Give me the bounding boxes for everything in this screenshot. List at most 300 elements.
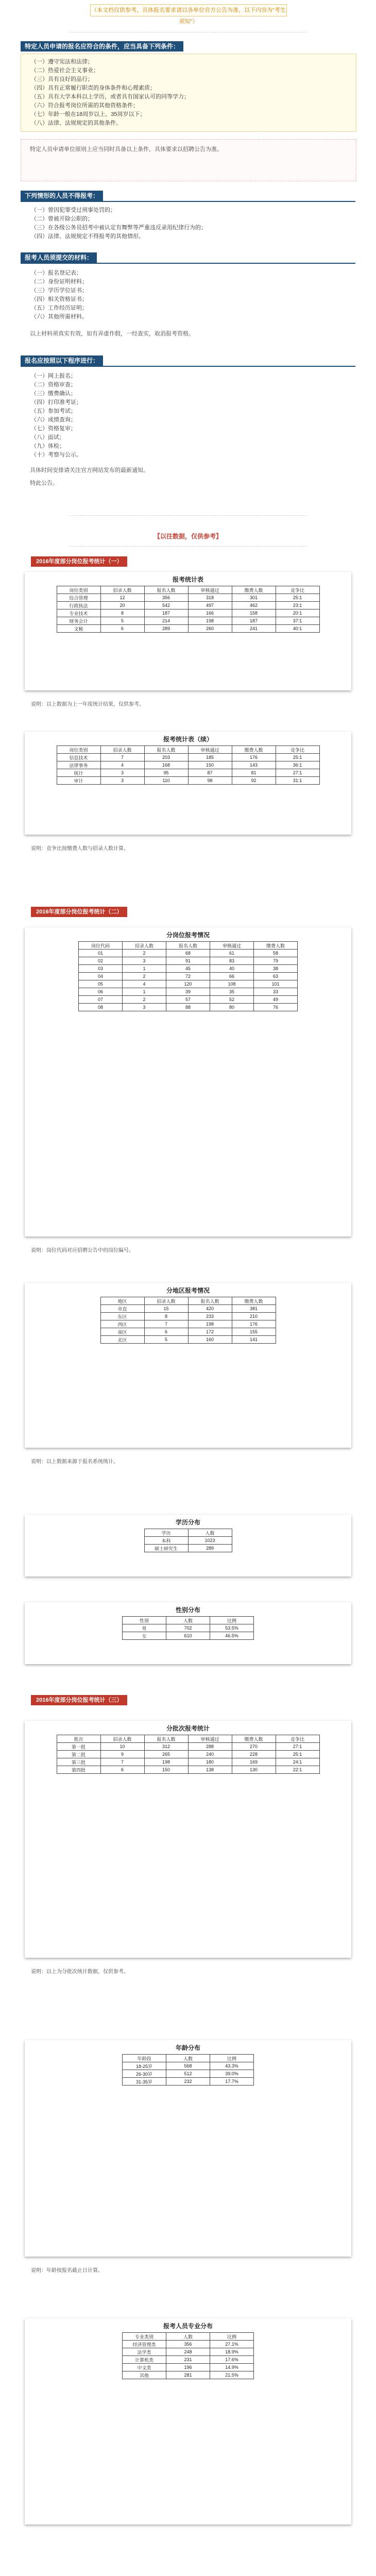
table-cell: 20	[100, 602, 144, 609]
table-row	[100, 1305, 276, 1313]
table-cell: 110	[144, 777, 188, 785]
table-cell: 北区	[100, 1336, 144, 1344]
table-cell: 西区	[100, 1320, 144, 1328]
table-row	[123, 2341, 254, 2348]
table-cell: 196	[166, 2364, 210, 2371]
table-cell: 281	[166, 2371, 210, 2379]
table-cell: 160	[188, 1336, 232, 1344]
section3-title: 报考人员须提交的材料：	[21, 252, 97, 263]
table4-frame	[25, 1283, 351, 1448]
table-cell: 98	[188, 777, 232, 785]
table-header-row	[123, 2055, 254, 2062]
table-cell: 专业技术	[57, 609, 100, 617]
table-cell: 南区	[100, 1328, 144, 1336]
table7-frame	[25, 1721, 351, 1958]
table-cell: 行政执法	[57, 602, 100, 609]
list-item: （二）热爱社会主义事业；	[31, 67, 99, 74]
table2-frame	[25, 732, 351, 835]
table-header-cell: 招录人数	[100, 1735, 144, 1743]
table-cell: 17.7%	[210, 2078, 254, 2086]
table1	[57, 586, 320, 633]
table-row	[79, 996, 298, 1004]
table-cell: 市直	[100, 1305, 144, 1313]
section4-end: 特此公告。	[30, 480, 58, 486]
table-cell: 文秘	[57, 625, 100, 633]
list-item: （三）学历学位证书；	[31, 287, 88, 294]
table-header-cell: 专业类别	[123, 2333, 166, 2341]
table-cell: 24:1	[276, 1758, 319, 1766]
table-header-cell: 比例	[210, 2333, 254, 2341]
table-cell: 49	[254, 996, 298, 1004]
table-cell: 经济管理类	[123, 2341, 166, 2348]
table-cell: 其他	[123, 2371, 166, 2379]
table-cell: 187	[144, 609, 188, 617]
table-cell: 东区	[100, 1313, 144, 1320]
list-item: （三）具有良好的品行；	[31, 76, 93, 82]
table-cell: 3	[100, 769, 144, 777]
table-cell: 33	[254, 988, 298, 996]
section4-title: 报名应按照以下程序进行：	[21, 355, 103, 366]
table-cell: 04	[79, 973, 123, 980]
table-row	[100, 1328, 276, 1336]
table-cell: 542	[144, 602, 188, 609]
table-row	[123, 2356, 254, 2364]
table8	[122, 2054, 254, 2086]
list-item: （五）工作经历证明；	[31, 305, 88, 311]
table-header-cell: 招录人数	[123, 942, 166, 950]
top-notice: （本文档仅供参考，具体报名要求请以各单位官方公告为准，以下内容为“考生须知”）	[90, 4, 287, 16]
table2	[57, 745, 320, 785]
table-row	[144, 1537, 232, 1545]
list-item: （十）考察与公示。	[31, 452, 82, 458]
table-header-row	[144, 1529, 232, 1537]
table-cell: 610	[166, 1632, 210, 1640]
table9-frame	[25, 2318, 351, 2524]
divider	[70, 515, 306, 516]
table-header-cell: 比例	[210, 2055, 254, 2062]
table-cell: 231	[166, 2356, 210, 2364]
list-item: （四）相关资格证书；	[31, 296, 88, 302]
tag3: 2016年度部分岗位报考统计（三）	[31, 1695, 127, 1705]
table7	[57, 1735, 320, 1774]
table-cell: 88	[166, 1004, 210, 1011]
table-cell: 270	[232, 1743, 276, 1751]
table-cell: 265	[144, 1751, 188, 1758]
table-row	[57, 761, 319, 769]
list-item: （二）资格审查；	[31, 382, 76, 388]
table-header-cell: 缴费人数	[232, 586, 276, 594]
table-row	[79, 1004, 298, 1011]
table-header-cell: 竞争比	[276, 586, 319, 594]
table-cell: 203	[144, 754, 188, 761]
table-cell: 27.1%	[210, 2341, 254, 2348]
table-cell: 31-35岁	[123, 2078, 166, 2086]
table-cell: 150	[144, 1766, 188, 1774]
note3: 说明：岗位代码对应招聘公告中的岗位编号。	[31, 1248, 134, 1253]
table-cell: 108	[210, 980, 254, 988]
table-cell: 硕士研究生	[144, 1545, 188, 1552]
table-cell: 8	[144, 1313, 188, 1320]
table-cell: 120	[166, 980, 210, 988]
table-cell: 08	[79, 1004, 123, 1011]
table-cell: 180	[188, 1758, 232, 1766]
table-cell: 统计	[57, 769, 100, 777]
table-cell: 05	[79, 980, 123, 988]
table-cell: 计算机类	[123, 2356, 166, 2364]
list-item: （七）年龄一般在18周岁以上、35周岁以下；	[31, 111, 146, 117]
table-cell: 25:1	[276, 754, 319, 761]
table-header-cell: 审核通过	[188, 1735, 232, 1743]
list-item: （一）曾因犯罪受过刑事处罚的；	[31, 207, 116, 213]
table-cell: 27:1	[276, 769, 319, 777]
table-cell: 150	[188, 761, 232, 769]
table-row	[79, 980, 298, 988]
list-item: （九）体检；	[31, 443, 65, 449]
table-cell: 176	[232, 1320, 276, 1328]
table-cell: 3	[123, 957, 166, 965]
table-cell: 39.0%	[210, 2070, 254, 2078]
table-cell: 568	[166, 2062, 210, 2070]
section1-list	[31, 58, 350, 128]
table-cell: 83	[210, 957, 254, 965]
table-header-cell: 竞争比	[276, 1735, 319, 1743]
section2-list	[31, 206, 350, 241]
table-cell: 187	[232, 617, 276, 625]
table-header-cell: 人数	[166, 2333, 210, 2341]
table-cell: 21.5%	[210, 2371, 254, 2379]
table3-title: 分岗位报考情况	[166, 931, 210, 939]
table-cell: 214	[144, 617, 188, 625]
table-cell: 第四批	[57, 1766, 100, 1774]
table-cell: 141	[232, 1336, 276, 1344]
list-item: （一）遵守宪法和法律；	[31, 59, 93, 65]
table-header-cell: 审核通过	[210, 942, 254, 950]
table4-title: 分地区报考情况	[166, 1287, 210, 1294]
section3-list	[31, 269, 350, 321]
table-cell: 497	[188, 602, 232, 609]
table-cell: 第一批	[57, 1743, 100, 1751]
table-row	[57, 594, 319, 602]
table-header-row	[57, 586, 319, 594]
table-cell: 101	[254, 980, 298, 988]
table-cell: 80	[210, 1004, 254, 1011]
table-cell: 第三批	[57, 1758, 100, 1766]
table-cell: 381	[232, 1305, 276, 1313]
table-cell: 7	[100, 1758, 144, 1766]
table-cell: 301	[232, 594, 276, 602]
table-cell: 76	[254, 1004, 298, 1011]
data-heading: 【以往数据，仅供参考】	[153, 533, 222, 540]
table-row	[123, 1632, 254, 1640]
table-cell: 155	[232, 1328, 276, 1336]
table-header-cell: 人数	[166, 1617, 210, 1624]
table-cell: 318	[188, 594, 232, 602]
table-header-cell: 报名人数	[144, 586, 188, 594]
table-header-cell: 地区	[100, 1297, 144, 1305]
table-cell: 91	[166, 957, 210, 965]
table7-title: 分批次报考统计	[166, 1725, 210, 1732]
table-cell: 20:1	[276, 609, 319, 617]
table-header-cell: 招录人数	[100, 586, 144, 594]
table-cell: 233	[188, 1313, 232, 1320]
table-row	[123, 2078, 254, 2086]
table-cell: 14.9%	[210, 2364, 254, 2371]
table-header-cell: 审核通过	[188, 586, 232, 594]
table6	[122, 1616, 254, 1640]
table-cell: 01	[79, 950, 123, 957]
table-header-cell: 报名人数	[188, 1297, 232, 1305]
table-cell: 312	[144, 1743, 188, 1751]
table-cell: 66	[210, 973, 254, 980]
table-cell: 财务会计	[57, 617, 100, 625]
table-row	[123, 2371, 254, 2379]
table-cell: 5	[144, 1336, 188, 1344]
table-cell: 17.6%	[210, 2356, 254, 2364]
table-cell: 232	[166, 2078, 210, 2086]
note1: 说明：以上数据为上一年度统计结果，仅供参考。	[31, 702, 144, 707]
table-cell: 女	[123, 1632, 166, 1640]
table1-frame	[25, 572, 351, 690]
table-cell: 38	[254, 965, 298, 973]
table-cell: 信息技术	[57, 754, 100, 761]
table-cell: 第二批	[57, 1751, 100, 1758]
list-item: （一）报名登记表；	[31, 270, 82, 276]
table-cell: 241	[232, 625, 276, 633]
table-cell: 综合管理	[57, 594, 100, 602]
note7: 说明：以上为分批次统计数据，仅供参考。	[31, 1969, 129, 1975]
table8-title: 年龄分布	[175, 2044, 200, 2052]
table-row	[79, 957, 298, 965]
table-cell: 79	[254, 957, 298, 965]
table-header-row	[123, 1617, 254, 1624]
table-cell: 25:1	[276, 1751, 319, 1758]
table-cell: 228	[232, 1751, 276, 1758]
table-cell: 1	[123, 965, 166, 973]
table-cell: 03	[79, 965, 123, 973]
table-cell: 12	[100, 594, 144, 602]
table-cell: 198	[188, 1320, 232, 1328]
table-cell: 39	[166, 988, 210, 996]
table-row	[123, 1624, 254, 1632]
section4-list	[31, 372, 350, 460]
table-cell: 6	[100, 625, 144, 633]
table-cell: 18.9%	[210, 2348, 254, 2356]
table-row	[123, 2062, 254, 2070]
table2-title: 报考统计表（续）	[163, 736, 213, 743]
table-cell: 4	[100, 761, 144, 769]
table-header-row	[57, 1735, 319, 1743]
list-item: （八）面试；	[31, 434, 65, 440]
table-header-cell: 岗位类别	[57, 586, 100, 594]
table-cell: 40:1	[276, 625, 319, 633]
list-item: （一）网上报名；	[31, 373, 76, 379]
table-cell: 172	[188, 1328, 232, 1336]
table-cell: 289	[188, 1545, 232, 1552]
table-cell: 702	[166, 1624, 210, 1632]
table-row	[57, 609, 319, 617]
table-cell: 5	[100, 617, 144, 625]
table-cell: 185	[188, 754, 232, 761]
table-row	[100, 1320, 276, 1328]
table-row	[57, 1743, 319, 1751]
table8-frame	[25, 2040, 351, 2257]
table-cell: 9	[100, 1751, 144, 1758]
table-header-row	[57, 746, 319, 754]
list-item: （三）缴费确认；	[31, 391, 76, 397]
table-header-row	[100, 1297, 276, 1305]
table-row	[100, 1313, 276, 1320]
table5-frame	[25, 1515, 351, 1577]
note2: 说明：竞争比按缴费人数与招录人数计算。	[31, 846, 129, 852]
table-header-cell: 招录人数	[100, 746, 144, 754]
table-header-cell: 年龄段	[123, 2055, 166, 2062]
table-header-cell: 报名人数	[144, 746, 188, 754]
table-header-cell: 人数	[188, 1529, 232, 1537]
section1-title: 特定人员申请的报名应符合的条件，应当具备下列条件：	[21, 41, 183, 52]
table-header-cell: 缴费人数	[232, 1735, 276, 1743]
table-row	[79, 965, 298, 973]
table-cell: 1023	[188, 1537, 232, 1545]
table-cell: 58	[254, 950, 298, 957]
table-cell: 3	[123, 1004, 166, 1011]
table-row	[79, 973, 298, 980]
tag2: 2016年度部分岗位报考统计（二）	[31, 907, 127, 917]
table-cell: 22:1	[276, 1766, 319, 1774]
table-cell: 37:1	[276, 617, 319, 625]
table-cell: 288	[188, 1743, 232, 1751]
table3-frame	[25, 927, 351, 1236]
table-cell: 07	[79, 996, 123, 1004]
list-item: （五）具有大学本科以上学历，或者具有国家认可的同等学力；	[31, 94, 190, 100]
table3	[78, 941, 298, 1011]
divider	[70, 546, 306, 547]
table-cell: 158	[232, 609, 276, 617]
table-cell: 68	[166, 950, 210, 957]
table4	[100, 1297, 276, 1344]
table-cell: 512	[166, 2070, 210, 2078]
table-cell: 2	[123, 996, 166, 1004]
table-cell: 81	[232, 769, 276, 777]
table-cell: 92	[232, 777, 276, 785]
table-header-cell: 性别	[123, 1617, 166, 1624]
list-item: （四）法律、法规规定不得报考的其他情形。	[31, 233, 144, 240]
table-cell: 52	[210, 996, 254, 1004]
section2-bar	[21, 201, 355, 202]
table-cell: 143	[232, 761, 276, 769]
table-row	[57, 1751, 319, 1758]
note8: 说明：年龄按报名截止日计算。	[31, 2268, 103, 2274]
table-cell: 4	[123, 980, 166, 988]
table-cell: 18-25岁	[123, 2062, 166, 2070]
table-cell: 130	[232, 1766, 276, 1774]
table-row	[79, 988, 298, 996]
table-cell: 法学类	[123, 2348, 166, 2356]
table-header-cell: 比例	[210, 1617, 254, 1624]
section3-para: 以上材料须真实有效，如有弄虚作假，一经查实，取消报考资格。	[30, 331, 194, 337]
table-cell: 169	[232, 1758, 276, 1766]
list-item: （二）身份证明材料；	[31, 279, 88, 285]
table-header-row	[123, 2333, 254, 2341]
table-cell: 2	[123, 973, 166, 980]
table-cell: 法律事务	[57, 761, 100, 769]
section1-para: 特定人员申请单位原则上应当同时具备以上条件，具体要求以招聘公告为准。	[30, 146, 223, 152]
table-cell: 87	[188, 769, 232, 777]
table-cell: 审计	[57, 777, 100, 785]
table-cell: 63	[254, 973, 298, 980]
list-item: （六）其他所需材料。	[31, 314, 88, 320]
table-cell: 72	[166, 973, 210, 980]
list-item: （八）法律、法规规定的其他条件。	[31, 120, 122, 126]
table-header-cell: 缴费人数	[232, 746, 276, 754]
table-cell: 02	[79, 957, 123, 965]
table-row	[57, 769, 319, 777]
table-cell: 中文类	[123, 2364, 166, 2371]
table-header-row	[79, 942, 298, 950]
table6-frame	[25, 1602, 351, 1664]
table-cell: 35	[210, 988, 254, 996]
table-cell: 2	[123, 950, 166, 957]
table-row	[123, 2070, 254, 2078]
table-row	[144, 1545, 232, 1552]
table-cell: 356	[144, 594, 188, 602]
table9-title: 报考人员专业分布	[163, 2323, 213, 2330]
table-cell: 53.5%	[210, 1624, 254, 1632]
table-cell: 1	[123, 988, 166, 996]
note4: 说明：以上数据来源于报名系统统计。	[31, 1459, 118, 1465]
table-cell: 23:1	[276, 602, 319, 609]
table-cell: 57	[166, 996, 210, 1004]
table-header-cell: 竞争比	[276, 746, 319, 754]
table-row	[57, 625, 319, 633]
table-header-cell: 缴费人数	[254, 942, 298, 950]
table-cell: 198	[144, 1758, 188, 1766]
table-cell: 7	[100, 754, 144, 761]
table-cell: 176	[232, 754, 276, 761]
table-header-cell: 学历	[144, 1529, 188, 1537]
list-item: （六）符合报考岗位所需的其他资格条件；	[31, 103, 139, 109]
table-cell: 248	[166, 2348, 210, 2356]
table-cell: 46.5%	[210, 1632, 254, 1640]
table-header-cell: 报名人数	[166, 942, 210, 950]
table-row	[57, 777, 319, 785]
list-item: （三）在各级公务员招考中被认定有舞弊等严重违反录用纪律行为的；	[31, 225, 207, 231]
section2-title: 下列情形的人员不得报考：	[21, 191, 103, 201]
section3-bar	[21, 263, 355, 264]
table5-title: 学历分布	[175, 1519, 200, 1526]
list-item: （五）参加考试；	[31, 408, 76, 414]
table-cell: 3	[100, 777, 144, 785]
table-header-cell: 缴费人数	[232, 1297, 276, 1305]
table-cell: 06	[79, 988, 123, 996]
table5	[144, 1529, 232, 1552]
table-cell: 25:1	[276, 594, 319, 602]
table-cell: 7	[144, 1320, 188, 1328]
table6-title: 性别分布	[175, 1606, 200, 1614]
list-item: （四）打印准考证；	[31, 399, 82, 405]
table-cell: 6	[144, 1328, 188, 1336]
table-cell: 356	[166, 2341, 210, 2348]
list-item: （七）资格复审；	[31, 426, 76, 432]
table-cell: 166	[188, 609, 232, 617]
table-cell: 462	[232, 602, 276, 609]
table-cell: 210	[232, 1313, 276, 1320]
table-cell: 198	[188, 617, 232, 625]
table-row	[100, 1336, 276, 1344]
table-cell: 男	[123, 1624, 166, 1632]
table-row	[123, 2364, 254, 2371]
list-item: （六）成绩查询；	[31, 417, 76, 423]
table-row	[57, 754, 319, 761]
